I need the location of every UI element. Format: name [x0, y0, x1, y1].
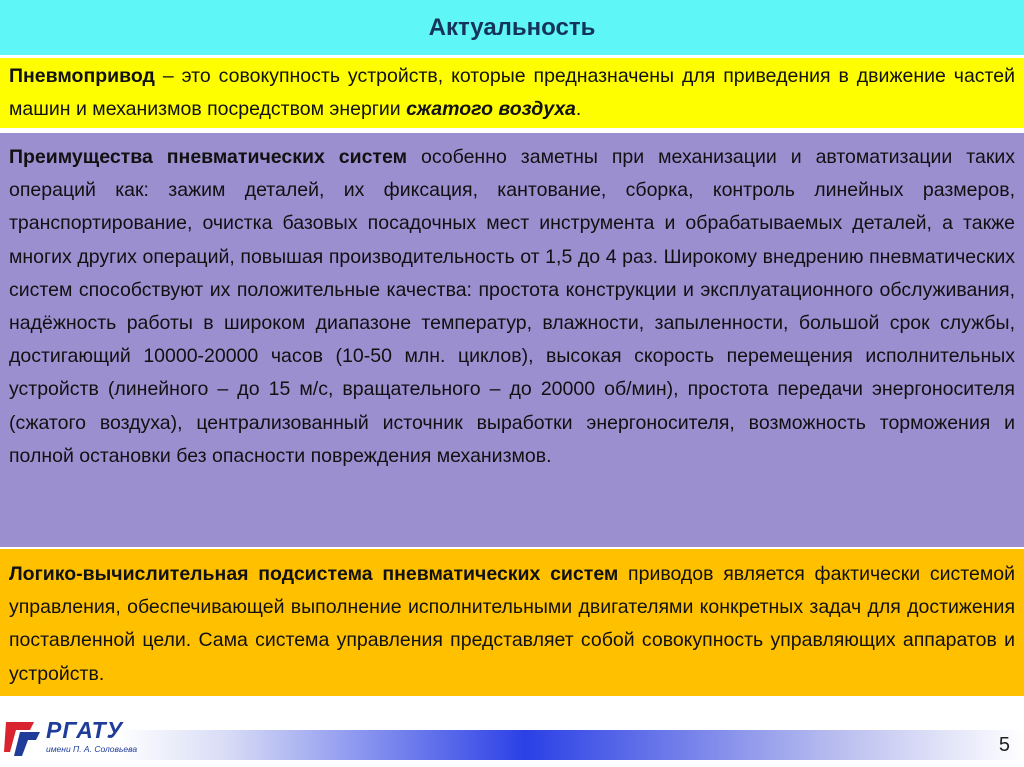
- advantages-text: особенно заметны при механизации и автоматизации таких операций как: зажим деталей, их фиксация, кантование, сборка, контроль линейных размеров, транспортирование, очистка базовых посадочных мест инструмента и обрабатываемых деталей, а также многих других операций, повышая производительность от 1,5 до 4 раз. Широкому внедрению пневматических систем способствуют их положительные качества: простота конструкции и эксплуатационного обслуживания, надёжность работы в широком диапазоне температур, влажности, запыленности, большой срок службы, достигающий 10000-20000 часов (10-50 млн. циклов), высокая скорость перемещения исполнительных устройств (линейного – до 15 м/с, вращательного – до 20000 об/мин), простота передачи энергоносителя (сжатого воздуха), централизованный источник выработки энергоносителя, возможность торможения и полной остановки без опасности повреждения механизмов.: [9, 146, 1015, 467]
- logic-subsystem-term: Логико-вычислительная подсистема пневматических систем: [9, 563, 619, 585]
- advantages-term: Преимущества пневматических систем: [9, 146, 407, 168]
- title-band: [0, 0, 1024, 55]
- footer-gradient-bar: [118, 730, 1024, 760]
- definition-block: [0, 58, 1024, 128]
- definition-text: – это совокупность устройств, которые предназначены для приведения в движение частей машин и механизмов посредством энергии: [9, 65, 1015, 121]
- university-logo-icon: [4, 716, 42, 756]
- university-logo-subtext: имени П. А. Соловьева: [46, 744, 138, 754]
- logic-subsystem-text: приводов является фактически системой управления, обеспечивающей выполнение исполнительными двигателями конкретных задач для достижения поставленной цели. Сама система управления представляет собой совокупность управляющих аппаратов и устройств.: [9, 563, 1015, 685]
- logic-subsystem-block: [0, 549, 1024, 696]
- definition-end: .: [575, 98, 582, 121]
- definition-emphasis: сжатого воздуха: [406, 98, 576, 121]
- slide-title: Актуальность: [428, 13, 596, 41]
- advantages-block: [0, 133, 1024, 547]
- slide-footer: [0, 700, 1024, 767]
- definition-term: Пневмопривод: [9, 65, 155, 87]
- university-logo-text: РГАТУ: [46, 717, 124, 743]
- page-number: 5: [998, 734, 1010, 756]
